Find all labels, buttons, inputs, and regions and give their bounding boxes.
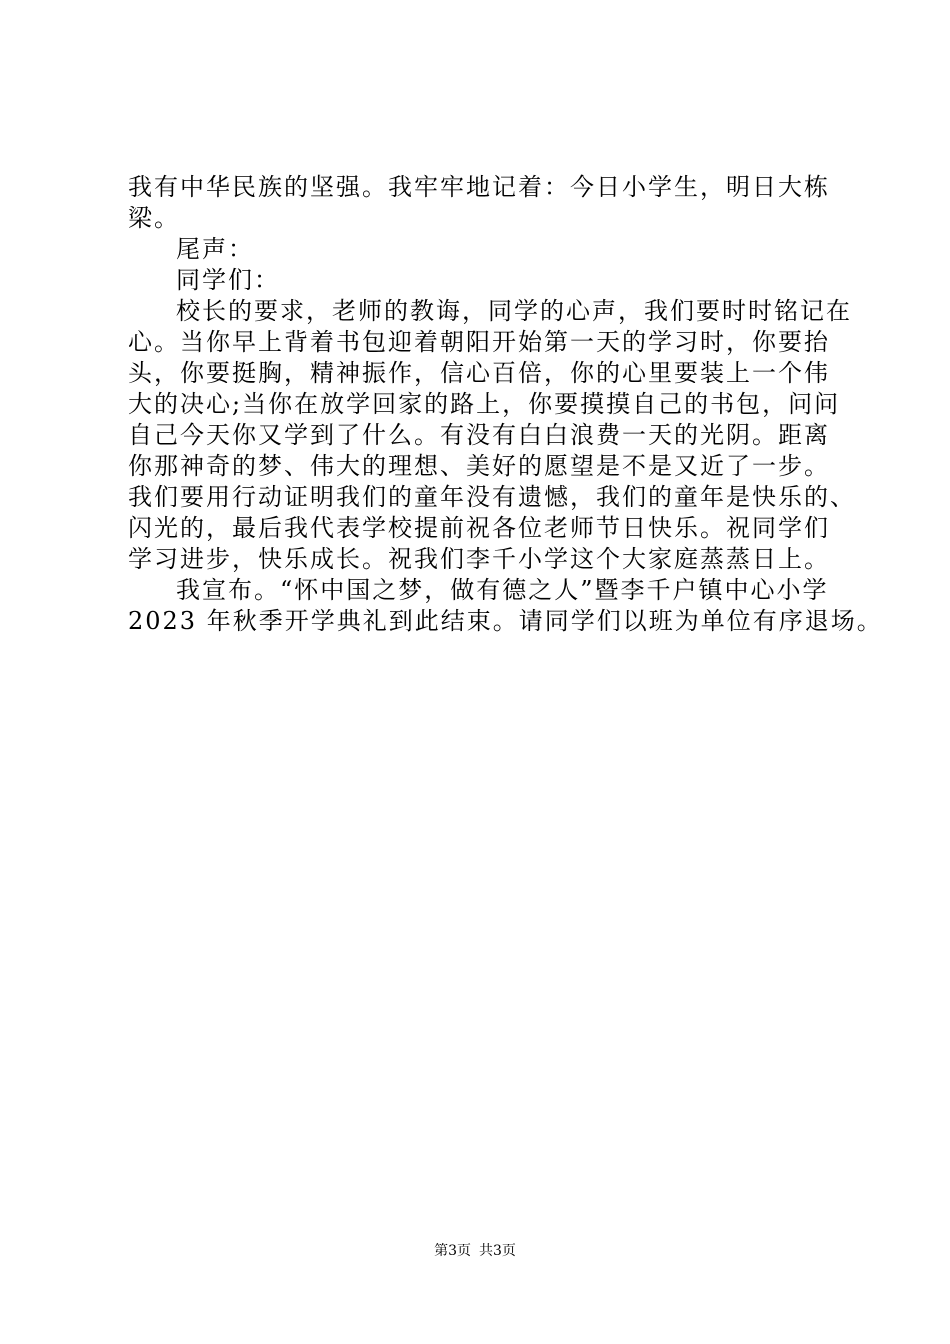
paragraph-first-line: 我宣布。“怀中国之梦，做有德之人”暨李千户镇中心小学 bbox=[176, 576, 829, 604]
text-line: 我有中华民族的坚强。我牢牢地记着：今日小学生，明日大栋 bbox=[128, 173, 830, 201]
salutation: 同学们： bbox=[176, 266, 280, 294]
text-line: 2023 年秋季开学典礼到此结束。请同学们以班为单位有序退场。 bbox=[128, 607, 883, 635]
paragraph-first-line: 校长的要求，老师的教诲，同学的心声，我们要时时铭记在 bbox=[176, 297, 852, 325]
text-line: 你那神奇的梦、伟大的理想、美好的愿望是不是又近了一步。 bbox=[128, 452, 830, 480]
text-line: 大的决心;当你在放学回家的路上，你要摸摸自己的书包，问问 bbox=[128, 390, 841, 418]
text-line: 心。当你早上背着书包迎着朝阳开始第一天的学习时，你要抬 bbox=[128, 328, 830, 356]
text-line: 闪光的，最后我代表学校提前祝各位老师节日快乐。祝同学们 bbox=[128, 514, 830, 542]
text-line: 梁。 bbox=[128, 204, 180, 232]
text-line: 学习进步，快乐成长。祝我们李千小学这个大家庭蒸蒸日上。 bbox=[128, 545, 830, 573]
page-total: 共3页 bbox=[479, 1243, 516, 1259]
text-line: 我们要用行动证明我们的童年没有遗憾，我们的童年是快乐的、 bbox=[128, 483, 856, 511]
document-body bbox=[128, 172, 883, 637]
page-number: 第3页 bbox=[434, 1243, 471, 1259]
section-heading: 尾声： bbox=[176, 235, 254, 263]
page-footer bbox=[0, 1242, 950, 1260]
text-line: 头，你要挺胸，精神振作，信心百倍，你的心里要装上一个伟 bbox=[128, 359, 830, 387]
text-line: 自己今天你又学到了什么。有没有白白浪费一天的光阴。距离 bbox=[128, 421, 830, 449]
